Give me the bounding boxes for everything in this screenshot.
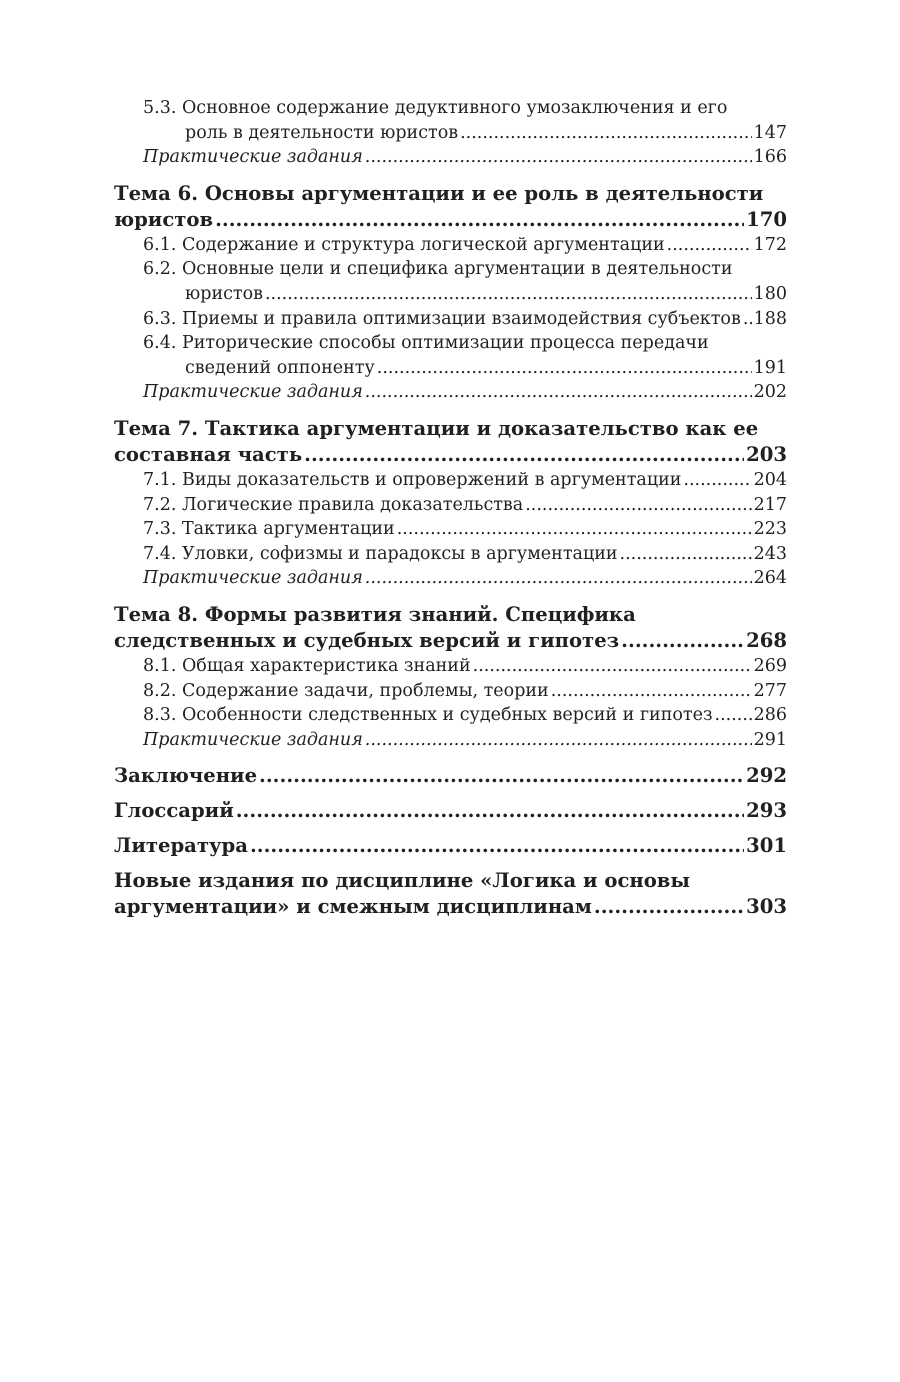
toc-literature[interactable] <box>114 833 787 859</box>
toc-entry-title: Практические задания <box>143 147 363 168</box>
toc-entry-title: 7.3. Тактика аргументации <box>143 519 395 540</box>
toc-topic-title-line2: юристов <box>114 207 214 231</box>
page-number: 269 <box>753 655 787 676</box>
page-number: 172 <box>753 234 787 255</box>
dot-leader <box>250 833 744 859</box>
toc-topic-title-line1: Тема 7. Тактика аргументации и доказательство как ее <box>114 416 759 440</box>
dot-leader <box>621 628 744 654</box>
toc-topic-title-line1: Тема 8. Формы развития знаний. Специфика <box>114 602 636 626</box>
toc-entry-8-2[interactable] <box>114 679 787 704</box>
dot-leader <box>715 703 752 728</box>
dot-leader <box>620 542 752 567</box>
page-number: 303 <box>746 895 787 919</box>
dot-leader <box>236 798 744 824</box>
page-number: 286 <box>753 705 787 726</box>
toc-conclusion[interactable] <box>114 763 787 789</box>
toc-topic-title: Заключение <box>114 764 258 788</box>
toc-topic-title-line2: аргументации» и смежным дисциплинам <box>114 895 592 919</box>
toc-entry-title-line1: 6.2. Основные цели и специфика аргументации в деятельности <box>143 259 733 280</box>
toc-entry-title-line2: сведений оппоненту <box>185 357 375 378</box>
toc-topic-title-line2: следственных и судебных версий и гипотез <box>114 628 620 652</box>
toc-entry-title-line1: 6.4. Риторические способы оптимизации процесса передачи <box>143 333 709 354</box>
toc-entry-practice-7[interactable] <box>114 566 787 591</box>
dot-leader <box>304 442 744 468</box>
toc-entry-title: 7.1. Виды доказательств и опровержений в аргументации <box>143 469 682 490</box>
toc-entry-title: 6.1. Содержание и структура логической аргументации <box>143 234 665 255</box>
toc-entry-6-1[interactable] <box>114 233 787 258</box>
dot-leader <box>215 207 744 233</box>
page-number: 203 <box>746 442 787 466</box>
page-number: 202 <box>753 382 787 403</box>
page-number: 268 <box>746 628 787 652</box>
dot-leader <box>365 728 752 753</box>
toc-entry-title-line2: юристов <box>185 283 263 304</box>
dot-leader <box>365 145 752 170</box>
toc-topic-title-line1: Тема 6. Основы аргументации и ее роль в деятельности <box>114 181 764 205</box>
page-number: 147 <box>753 122 787 143</box>
toc-entry-practice-6[interactable] <box>114 380 787 405</box>
dot-leader <box>473 654 752 679</box>
toc-entry-title: 8.2. Содержание задачи, проблемы, теории <box>143 680 549 701</box>
toc-entry-6-4[interactable] <box>114 331 787 380</box>
toc-entry-8-3[interactable] <box>114 703 787 728</box>
dot-leader <box>259 763 744 789</box>
toc-entry-title: 7.4. Уловки, софизмы и парадоксы в аргументации <box>143 543 618 564</box>
toc-entry-title: 7.2. Логические правила доказательства <box>143 494 524 515</box>
dot-leader <box>594 894 744 920</box>
toc-entry-title: Практические задания <box>143 568 363 589</box>
page-number: 223 <box>753 519 787 540</box>
dot-leader <box>667 233 752 258</box>
toc-entry-practice-5[interactable] <box>114 145 787 170</box>
toc-entry-8-1[interactable] <box>114 654 787 679</box>
dot-leader <box>265 282 752 307</box>
page-number: 277 <box>753 680 787 701</box>
toc-entry-title: 8.1. Общая характеристика знаний <box>143 655 471 676</box>
toc-entry-5-3[interactable] <box>114 96 787 145</box>
page-number: 217 <box>753 494 787 515</box>
page-number: 166 <box>753 147 787 168</box>
toc-topic-title: Глоссарий <box>114 799 234 823</box>
toc-entry-practice-8[interactable] <box>114 728 787 753</box>
page-number: 264 <box>753 568 787 589</box>
dot-leader <box>683 468 751 493</box>
toc-glossary[interactable] <box>114 798 787 824</box>
toc-entry-title-line1: 5.3. Основное содержание дедуктивного умозаключения и его <box>143 98 728 118</box>
toc-entry-title: 8.3. Особенности следственных и судебных версий и гипотез <box>143 705 713 726</box>
page-number: 301 <box>746 834 787 858</box>
toc-topic-6[interactable] <box>114 181 787 233</box>
toc-entry-title-line2: роль в деятельности юристов <box>185 122 459 143</box>
dot-leader <box>460 121 751 146</box>
toc-entry-title: Практические задания <box>143 382 363 403</box>
toc-topic-title-line1: Новые издания по дисциплине «Логика и основы <box>114 869 691 893</box>
dot-leader <box>365 380 752 405</box>
toc-topic-7[interactable] <box>114 416 787 468</box>
page-number: 292 <box>746 764 787 788</box>
toc-entry-title: 6.3. Приемы и правила оптимизации взаимодействия субъектов <box>143 308 741 329</box>
toc-topic-title: Литература <box>114 834 248 858</box>
dot-leader <box>551 679 752 704</box>
toc-new-editions[interactable] <box>114 868 787 920</box>
page-number: 188 <box>753 308 787 329</box>
toc-entry-7-1[interactable] <box>114 468 787 493</box>
page-number: 180 <box>753 283 787 304</box>
page-number: 170 <box>746 207 787 231</box>
dot-leader <box>525 493 751 518</box>
page-number: 291 <box>753 729 787 750</box>
page-number: 293 <box>746 799 787 823</box>
toc-entry-7-2[interactable] <box>114 493 787 518</box>
toc-entry-6-2[interactable] <box>114 257 787 306</box>
dot-leader <box>397 517 752 542</box>
page-number: 191 <box>753 357 787 378</box>
page-number: 243 <box>753 543 787 564</box>
toc-topic-8[interactable] <box>114 602 787 654</box>
dot-leader <box>377 356 752 381</box>
toc-entry-6-3[interactable] <box>114 307 787 332</box>
table-of-contents <box>114 96 787 920</box>
toc-topic-title-line2: составная часть <box>114 442 303 466</box>
dot-leader <box>365 566 752 591</box>
toc-entry-7-3[interactable] <box>114 517 787 542</box>
dot-leader <box>743 307 752 332</box>
page-number: 204 <box>753 469 787 490</box>
toc-entry-title: Практические задания <box>143 729 363 750</box>
toc-entry-7-4[interactable] <box>114 542 787 567</box>
